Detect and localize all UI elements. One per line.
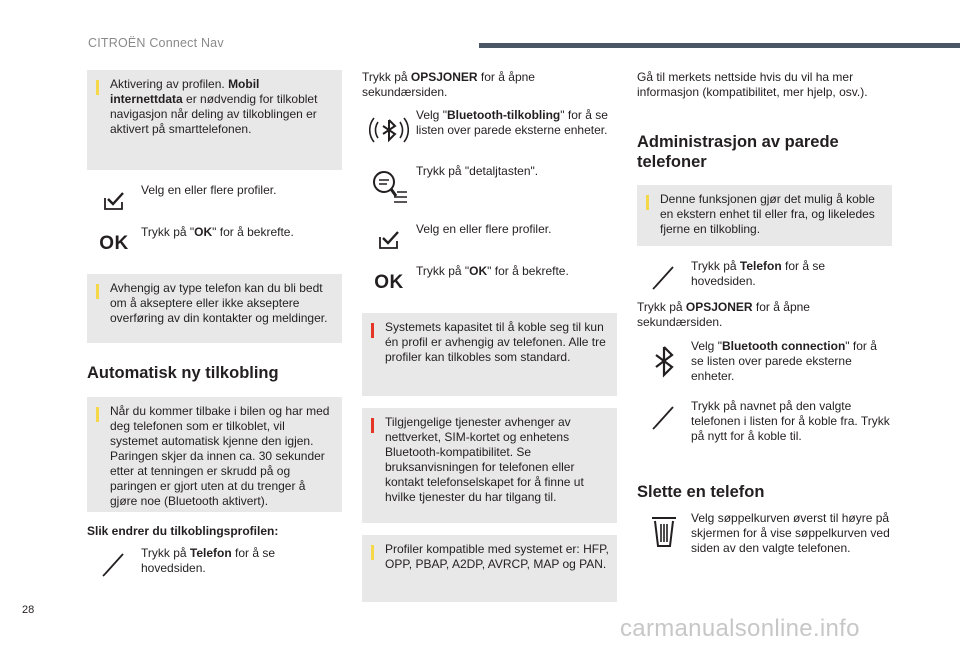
bluetooth-signal-icon <box>362 107 416 153</box>
column-2 <box>362 70 617 614</box>
step-press-phone-2: Trykk på Telefon for å se hovedsiden. <box>637 258 892 296</box>
column-1 <box>87 70 342 583</box>
page-number: 28 <box>22 604 35 616</box>
info-box-auto-reconnect: Når du kommer tilbake i bilen og har med deg telefonen som er tilkoblet, vil systemet automatisk kjenne den igjen. Paringen skjer da innen ca. 30 sekunder etter at tenningen er skrudd på og paringen er gjort uten at du trenger å gjøre noe (Bluetooth aktivert). <box>87 397 342 512</box>
info-marker <box>371 545 374 560</box>
info-box-paired-phones: Denne funksjonen gjør det mulig å koble en ekstern enhet til eller fra, og likeledes fjerne en tilkobling. <box>637 185 892 246</box>
column-3 <box>637 70 892 556</box>
section-heading-paired-phones: Administrasjon av parede telefoner <box>637 133 839 171</box>
section-heading-auto-reconnect: Automatisk ny tilkobling <box>87 364 279 382</box>
section-heading-delete-phone: Slette en telefon <box>637 483 765 501</box>
info-box-activation: Aktivering av profilen. Mobil internettdata er nødvendig for tilkoblet navigasjon når deling av tilkoblingen er aktivert på smarttelefonen. <box>87 70 342 170</box>
info-marker <box>96 80 99 95</box>
touch-pen-icon <box>637 398 691 436</box>
step-select-profiles-2: Velg en eller flere profiler. <box>362 221 617 259</box>
trash-icon <box>637 510 691 554</box>
intro-options: Trykk på OPSJONER for å åpne sekundærsiden. <box>362 70 535 99</box>
step-bluetooth-connection-2: Velg "Bluetooth connection" for å se listen over parede eksterne enheter. <box>637 338 892 390</box>
intro-website: Gå til merkets nettside hvis du vil ha mer informasjon (kompatibilitet, mer hjelp, osv.). <box>637 70 868 99</box>
warning-marker <box>371 418 374 433</box>
info-marker <box>96 407 99 422</box>
step-detail-key: Trykk på "detaljtasten". <box>362 163 617 219</box>
checkbox-check-icon <box>87 182 141 220</box>
info-marker <box>646 195 649 210</box>
step-confirm-ok-2: OK Trykk på "OK" for å bekrefte. <box>362 263 617 301</box>
touch-pen-icon <box>87 545 141 583</box>
bluetooth-icon <box>637 338 691 384</box>
detail-magnifier-icon <box>362 163 416 211</box>
warning-box-profile-capacity: Systemets kapasitet til å koble seg til kun én profil er avhengig av telefonen. Alle tre profiler kan tilkobles som standard. <box>362 313 617 396</box>
step-select-profiles: Velg en eller flere profiler. <box>87 182 342 220</box>
warning-box-services: Tilgjengelige tjenester avhenger av nettverket, SIM-kortet og enhetens Bluetooth-kompatibilitet. Se bruksanvisningen for telefonen eller kontakt telefonselskapet for å finne ut hvilke tjenester du har tilgang til. <box>362 408 617 523</box>
header-bar <box>479 43 960 48</box>
touch-pen-icon <box>637 258 691 296</box>
info-marker <box>96 284 99 299</box>
ok-icon: OK <box>99 232 129 254</box>
step-trash: Velg søppelkurven øverst til høyre på skjermen for å vise søppelkurven ved siden av den valgte telefonen. <box>637 510 892 556</box>
para-options: Trykk på OPSJONER for å åpne sekundærsiden. <box>637 300 810 329</box>
ok-icon: OK <box>374 271 404 293</box>
step-confirm-ok: OK Trykk på "OK" for å bekrefte. <box>87 224 342 262</box>
subheading-change-profile: Slik endrer du tilkoblingsprofilen: <box>87 524 279 538</box>
step-press-phone: Trykk på Telefon for å se hovedsiden. <box>87 545 342 583</box>
warning-marker <box>371 323 374 338</box>
info-box-compatible-profiles: Profiler kompatible med systemet er: HFP, OPP, PBAP, A2DP, AVRCP, MAP og PAN. <box>362 535 617 602</box>
step-bluetooth-connection: Velg "Bluetooth-tilkobling" for å se listen over parede eksterne enheter. <box>362 107 617 159</box>
watermark: carmanualsonline.info <box>620 615 860 642</box>
step-select-phone-name: Trykk på navnet på den valgte telefonen i listen for å koble fra. Trykk på nytt for å koble til. <box>637 398 892 444</box>
document-header-title: CITROËN Connect Nav <box>88 36 224 50</box>
info-box-acceptance: Avhengig av type telefon kan du bli bedt om å akseptere eller ikke akseptere overføring av din kontakter og meldinger. <box>87 274 342 343</box>
checkbox-check-icon <box>362 221 416 259</box>
